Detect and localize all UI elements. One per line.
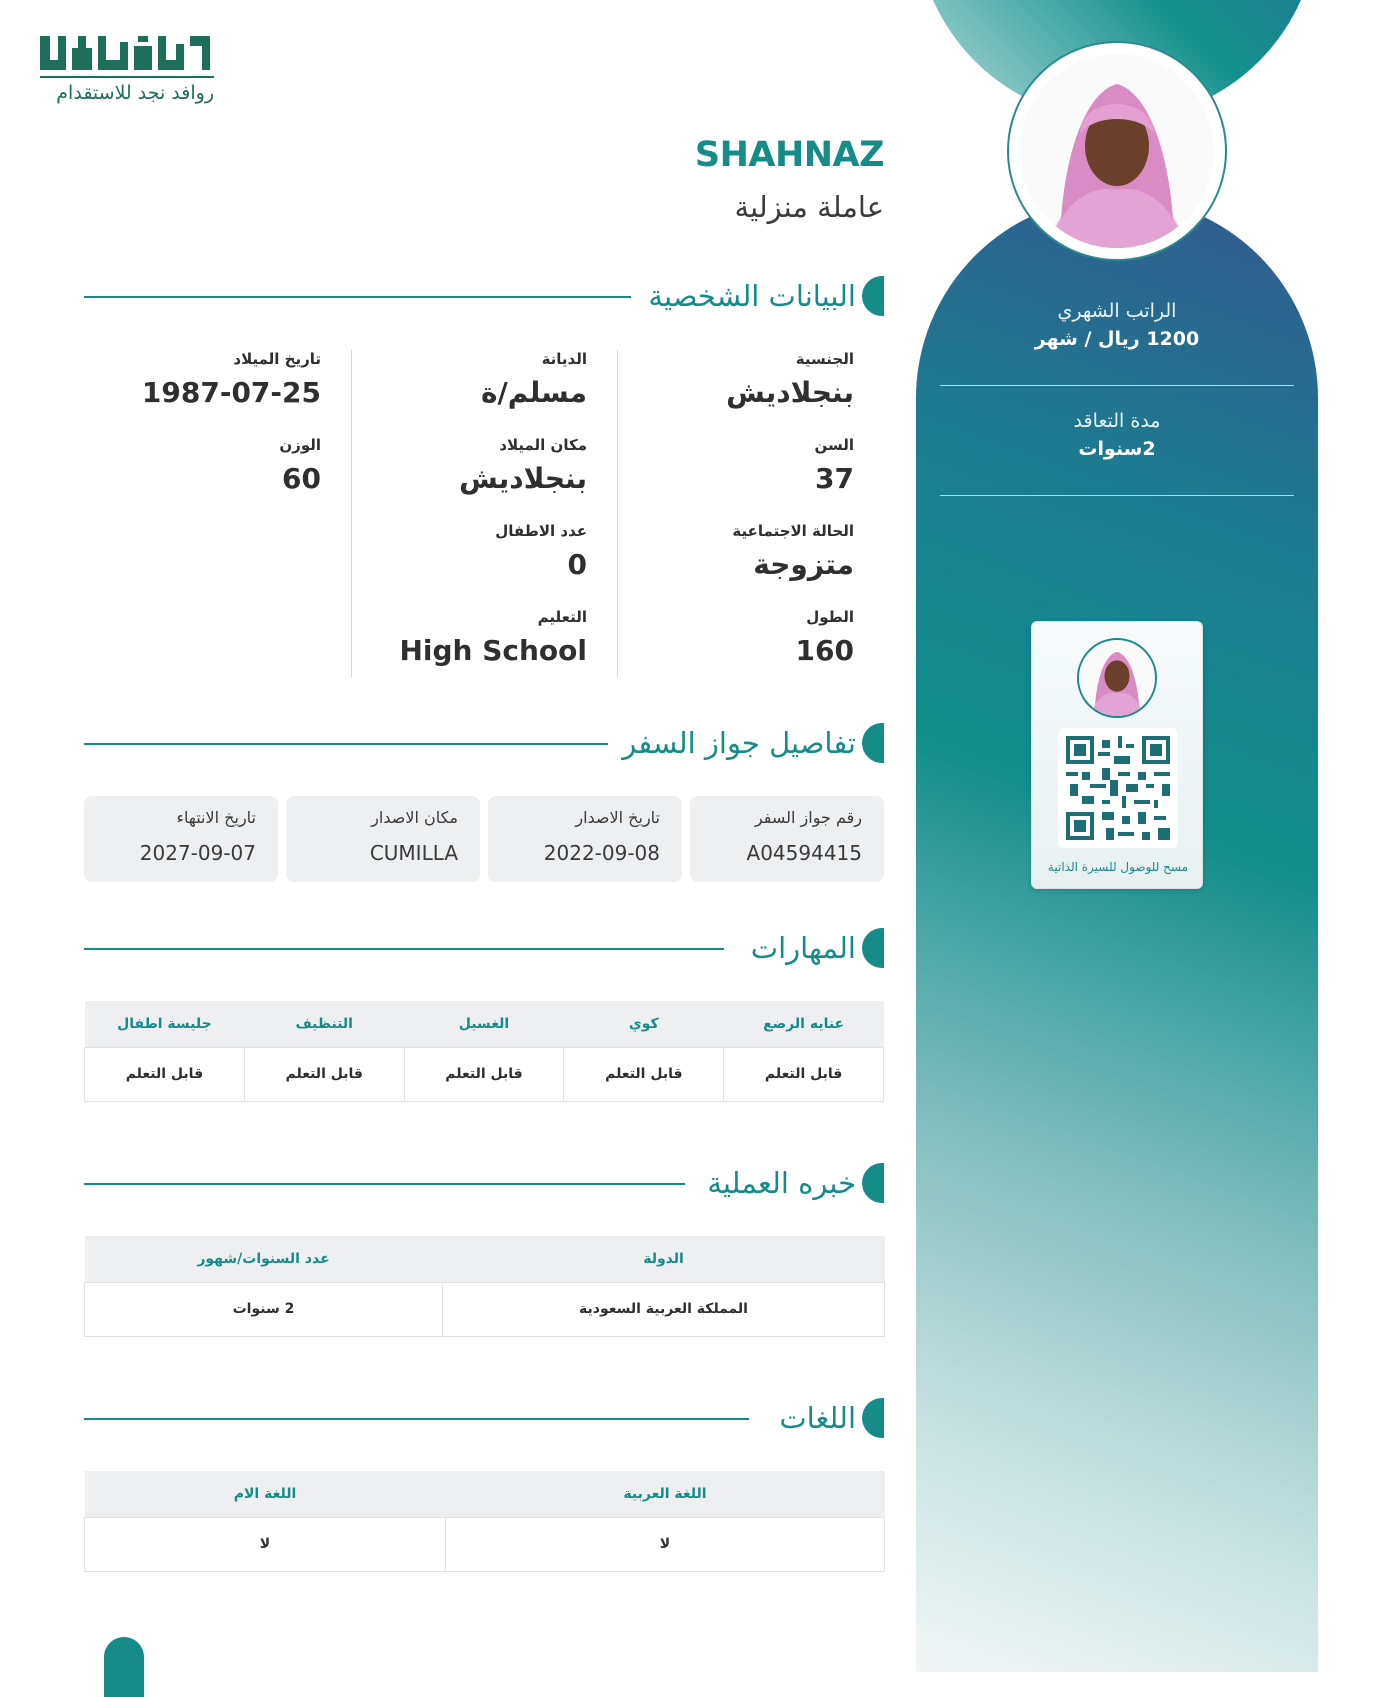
contract-label: مدة التعاقد bbox=[1073, 410, 1161, 432]
table-row bbox=[85, 1282, 885, 1336]
section-header-skills bbox=[84, 926, 884, 970]
qr-caption: مسح للوصول للسيرة الذاتية bbox=[1047, 860, 1189, 874]
person-icon bbox=[1020, 54, 1214, 248]
table-header-row bbox=[85, 1001, 884, 1047]
info-value: 0 bbox=[567, 548, 587, 581]
info-item bbox=[351, 436, 587, 495]
table-cell: لا bbox=[85, 1517, 446, 1571]
info-value: 60 bbox=[282, 462, 321, 495]
salary-label: الراتب الشهري bbox=[1057, 300, 1177, 322]
table-header-row bbox=[85, 1471, 885, 1517]
info-item bbox=[85, 436, 321, 495]
info-value: مسلم/ة bbox=[481, 376, 587, 409]
passport-card bbox=[488, 796, 682, 882]
qr-avatar bbox=[1077, 638, 1157, 718]
section-title: المهارات bbox=[750, 931, 856, 965]
info-item bbox=[351, 608, 587, 667]
logo-mark-icon bbox=[38, 32, 214, 74]
info-item bbox=[618, 436, 854, 495]
info-value: 37 bbox=[815, 462, 854, 495]
passport-card bbox=[286, 796, 480, 882]
table-cell: قابل التعلم bbox=[724, 1047, 884, 1101]
footer-marker bbox=[104, 1637, 144, 1697]
table-cell: قابل التعلم bbox=[404, 1047, 564, 1101]
skills-table bbox=[84, 1001, 884, 1102]
personal-column bbox=[86, 350, 352, 678]
info-item bbox=[85, 350, 321, 409]
table-cell: 2 سنوات bbox=[85, 1282, 443, 1336]
company-logo bbox=[38, 28, 218, 108]
section-marker bbox=[862, 723, 884, 763]
contract-block bbox=[940, 410, 1294, 460]
section-title: البيانات الشخصية bbox=[648, 279, 856, 313]
table-header-cell: اللغة الام bbox=[85, 1471, 446, 1517]
table-cell: قابل التعلم bbox=[244, 1047, 404, 1101]
info-label: الوزن bbox=[279, 436, 321, 454]
section-title: تفاصيل جواز السفر bbox=[622, 726, 856, 760]
salary-value: 1200 ريال / شهر bbox=[1034, 328, 1200, 350]
section-rule bbox=[84, 743, 608, 745]
info-item bbox=[618, 522, 854, 581]
table-header-cell: كوي bbox=[564, 1001, 724, 1047]
section-marker bbox=[862, 1398, 884, 1438]
experience-table bbox=[84, 1236, 885, 1337]
info-item bbox=[618, 608, 854, 667]
info-value: High School bbox=[399, 634, 587, 667]
section-header-experience bbox=[84, 1161, 884, 1205]
section-title: اللغات bbox=[779, 1401, 856, 1435]
section-marker bbox=[862, 1163, 884, 1203]
info-item bbox=[618, 350, 854, 409]
info-label: عدد الاطفال bbox=[495, 522, 587, 540]
table-header-row bbox=[85, 1236, 885, 1282]
table-header-cell: عنايه الرضع bbox=[724, 1001, 884, 1047]
passport-value: A04594415 bbox=[746, 841, 862, 865]
info-label: تاريخ الميلاد bbox=[233, 350, 321, 368]
table-cell: لا bbox=[446, 1517, 885, 1571]
passport-card bbox=[84, 796, 278, 882]
section-marker bbox=[862, 276, 884, 316]
job-title: عاملة منزلية bbox=[734, 190, 884, 224]
info-label: الحالة الاجتماعية bbox=[732, 522, 854, 540]
sidebar-divider bbox=[940, 495, 1294, 496]
logo-divider bbox=[40, 76, 214, 78]
section-header-personal bbox=[84, 274, 884, 318]
info-label: الجنسية bbox=[795, 350, 854, 368]
section-rule bbox=[84, 948, 724, 950]
table-cell: قابل التعلم bbox=[564, 1047, 724, 1101]
languages-table bbox=[84, 1471, 885, 1572]
personal-column bbox=[618, 350, 884, 678]
passport-value: CUMILLA bbox=[369, 841, 458, 865]
table-header-cell: جليسة اطفال bbox=[85, 1001, 245, 1047]
table-cell: قابل التعلم bbox=[85, 1047, 245, 1101]
table-header-cell: اللغة العربية bbox=[446, 1471, 885, 1517]
profile-photo-frame bbox=[1007, 41, 1227, 261]
salary-block bbox=[940, 300, 1294, 350]
info-value: 160 bbox=[795, 634, 854, 667]
passport-label: رقم جواز السفر bbox=[754, 808, 862, 827]
passport-label: مكان الاصدار bbox=[371, 808, 458, 827]
section-rule bbox=[84, 296, 631, 298]
info-value: متزوجة bbox=[753, 548, 854, 581]
table-header-cell: عدد السنوات/شهور bbox=[85, 1236, 443, 1282]
info-value: 1987-07-25 bbox=[141, 376, 321, 409]
qr-code[interactable] bbox=[1058, 728, 1178, 848]
table-header-cell: الدولة bbox=[443, 1236, 885, 1282]
person-icon bbox=[1079, 640, 1155, 716]
logo-tagline: روافد نجد للاستقدام bbox=[56, 82, 214, 104]
qr-code-icon bbox=[1066, 736, 1170, 840]
profile-photo bbox=[1020, 54, 1214, 248]
sidebar-divider bbox=[940, 385, 1294, 386]
passport-value: 2027-09-07 bbox=[139, 841, 256, 865]
personal-column bbox=[352, 350, 618, 678]
info-label: مكان الميلاد bbox=[499, 436, 587, 454]
section-marker bbox=[862, 928, 884, 968]
info-value: بنجلاديش bbox=[726, 376, 854, 409]
section-header-passport bbox=[84, 721, 884, 765]
table-cell: المملكة العربية السعودية bbox=[443, 1282, 885, 1336]
passport-value: 2022-09-08 bbox=[543, 841, 660, 865]
table-row bbox=[85, 1517, 885, 1571]
passport-label: تاريخ الانتهاء bbox=[176, 808, 256, 827]
info-label: التعليم bbox=[537, 608, 587, 626]
table-header-cell: الغسيل bbox=[404, 1001, 564, 1047]
table-header-cell: التنظيف bbox=[244, 1001, 404, 1047]
info-item bbox=[351, 350, 587, 409]
passport-label: تاريخ الاصدار bbox=[575, 808, 660, 827]
candidate-name: SHAHNAZ bbox=[694, 135, 884, 175]
passport-card bbox=[690, 796, 884, 882]
info-label: الديانة bbox=[541, 350, 587, 368]
section-title: خبره العملية bbox=[707, 1166, 856, 1200]
passport-cards bbox=[84, 796, 884, 882]
section-rule bbox=[84, 1418, 749, 1420]
info-item bbox=[351, 522, 587, 581]
table-row bbox=[85, 1047, 884, 1101]
info-value: بنجلاديش bbox=[459, 462, 587, 495]
section-header-languages bbox=[84, 1396, 884, 1440]
contract-value: 2سنوات bbox=[1078, 438, 1156, 460]
personal-info-grid bbox=[84, 350, 884, 678]
info-label: السن bbox=[814, 436, 854, 454]
section-rule bbox=[84, 1183, 685, 1185]
info-label: الطول bbox=[806, 608, 854, 626]
qr-card[interactable] bbox=[1031, 621, 1203, 889]
